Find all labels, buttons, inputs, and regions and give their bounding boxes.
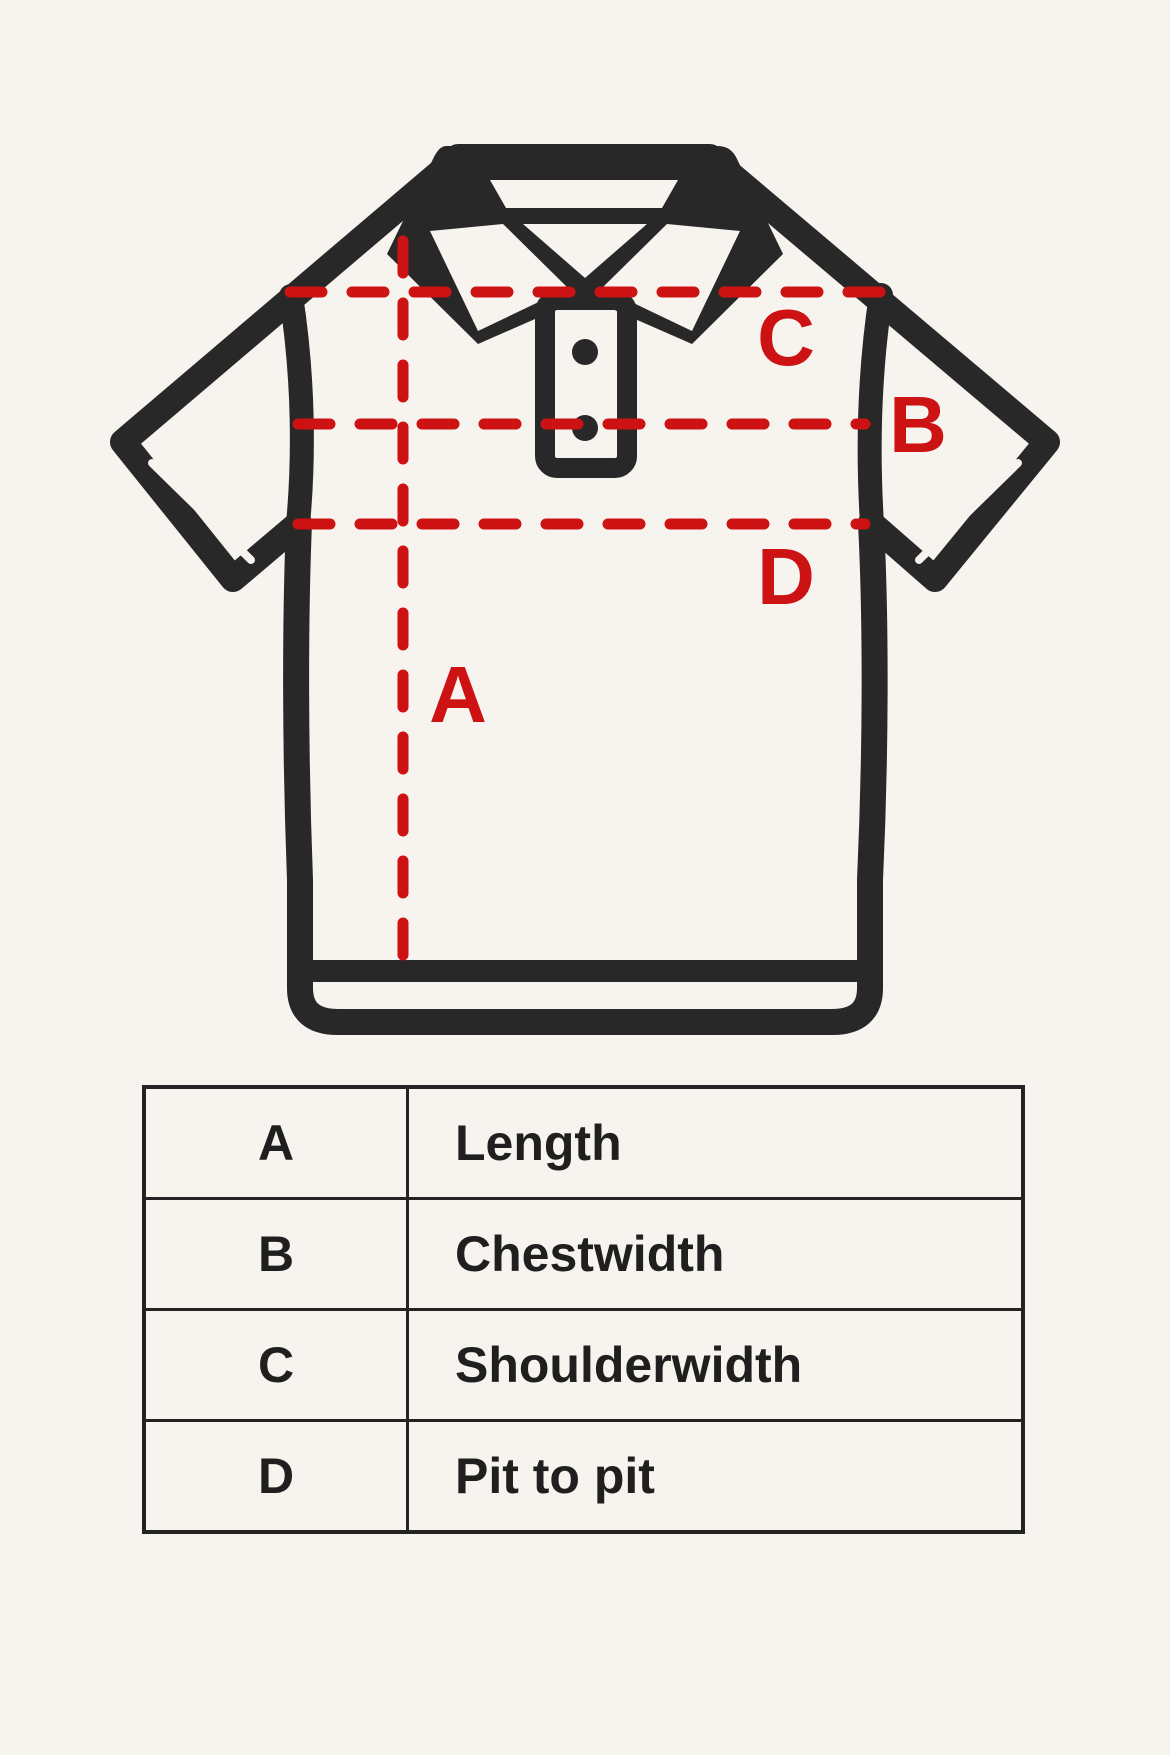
marker-pit-to-pit: D	[757, 532, 815, 621]
right-armhole-seam	[870, 295, 881, 524]
marker-chestwidth: B	[889, 380, 947, 469]
button-top	[572, 339, 598, 365]
legend-row-shoulderwidth	[144, 1310, 1023, 1421]
legend-key: D	[144, 1421, 408, 1533]
marker-length: A	[429, 650, 487, 739]
legend-key: C	[144, 1310, 408, 1421]
placket	[545, 300, 627, 468]
legend-label: Pit to pit	[408, 1421, 1024, 1533]
legend-key: A	[144, 1087, 408, 1199]
marker-shoulderwidth: C	[757, 293, 815, 382]
legend-table	[142, 1085, 1025, 1534]
legend-key: B	[144, 1199, 408, 1310]
legend-label: Shoulderwidth	[408, 1310, 1024, 1421]
legend-row-pit-to-pit	[144, 1421, 1023, 1533]
legend-label: Chestwidth	[408, 1199, 1024, 1310]
legend-row-chestwidth	[144, 1199, 1023, 1310]
legend-label: Length	[408, 1087, 1024, 1199]
legend-row-length	[144, 1087, 1023, 1199]
left-armhole-seam	[291, 296, 302, 524]
